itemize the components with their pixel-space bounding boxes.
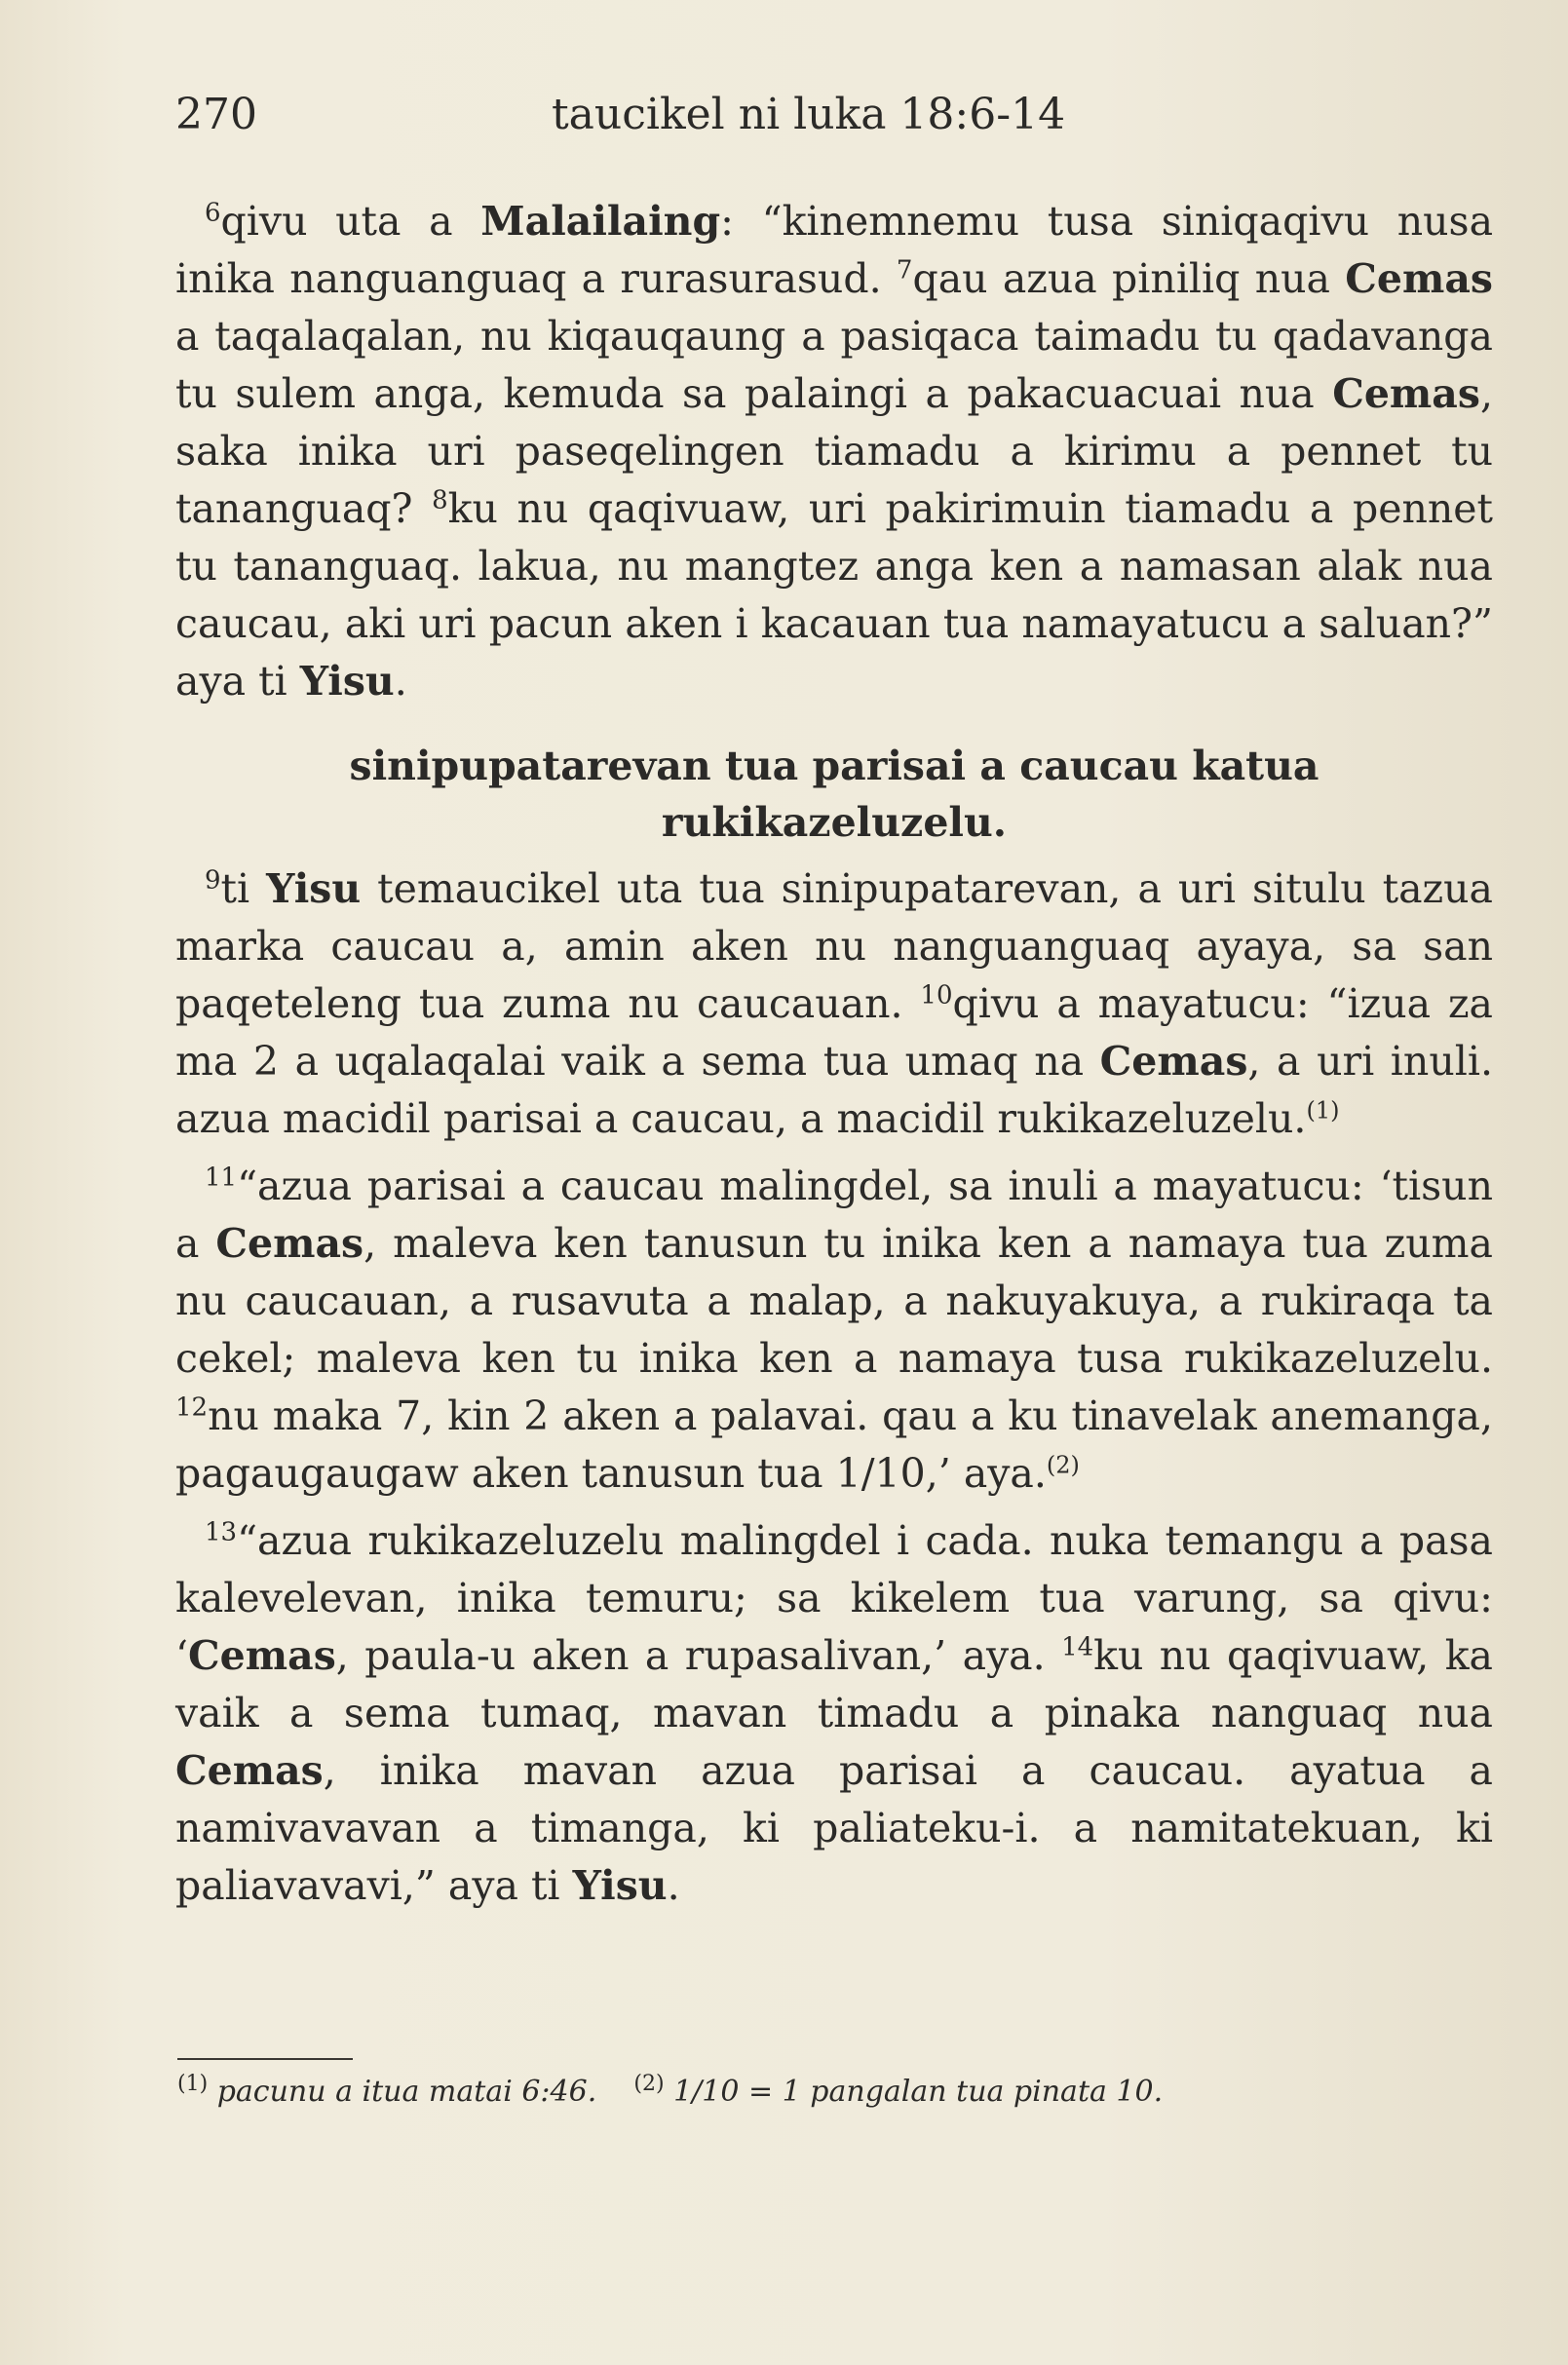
page-body bbox=[175, 193, 1493, 1925]
bold-term: Yisu bbox=[266, 865, 362, 912]
paragraph-verses-11-12 bbox=[175, 1158, 1493, 1503]
running-title: taucikel ni luka 18:6-14 bbox=[552, 90, 1066, 139]
bold-term: Yisu bbox=[572, 1862, 668, 1909]
verse-text: “azua parisai a caucau malingdel, sa inuli a mayatucu: ‘tisun a bbox=[175, 1163, 1493, 1267]
verse-number: 10 bbox=[920, 980, 953, 1011]
footnote-number: (2) bbox=[633, 2072, 665, 2096]
verse-number: 7 bbox=[896, 255, 913, 286]
section-heading: sinipupatarevan tua parisai a caucau katua rukikazeluzelu. bbox=[349, 743, 1319, 846]
verse-text: , inika mavan azua parisai a caucau. ayatua a namivavavan a timanga, ki paliateku-i. a namitatekuan, ki paliavavavi,” aya ti bbox=[175, 1747, 1493, 1909]
page-header bbox=[175, 86, 1481, 144]
verse-text: qivu uta a bbox=[220, 198, 481, 245]
verse-number: 14 bbox=[1061, 1632, 1094, 1662]
verse-text: . bbox=[667, 1862, 680, 1909]
bold-term: Cemas bbox=[1099, 1038, 1248, 1085]
bold-term: Yisu bbox=[299, 658, 395, 705]
paragraph-verses-6-8 bbox=[175, 193, 1493, 710]
footnote-text: 1/10 = 1 pangalan tua pinata 10. bbox=[664, 2075, 1164, 2109]
bold-term: Malailaing bbox=[480, 198, 721, 245]
paragraph-verses-9-10 bbox=[175, 860, 1493, 1148]
verse-text: , maleva ken tanusun tu inika ken a namaya tua zuma nu caucauan, a rusavuta a malap, a nakuyakuya, a rukiraqa ta cekel; maleva ken tu inika ken a namaya tusa rukikazeluzelu. bbox=[175, 1220, 1493, 1382]
bold-term: Cemas bbox=[188, 1632, 336, 1679]
bold-term: Cemas bbox=[215, 1220, 364, 1267]
verse-text: nu maka 7, kin 2 aken a palavai. qau a ku tinavelak anemanga, pagaugaugaw aken tanusun tua 1/10,’ aya. bbox=[175, 1392, 1493, 1497]
verse-text: , a uri inuli. azua macidil parisai a caucau, a macidil rukikazeluzelu. bbox=[175, 1038, 1493, 1142]
verse-number: 6 bbox=[205, 198, 221, 228]
paragraph-verses-13-14 bbox=[175, 1512, 1493, 1915]
verse-text: , paula-u aken a rupasalivan,’ aya. bbox=[335, 1632, 1062, 1679]
verse-number: 9 bbox=[205, 865, 221, 896]
verse-number: 13 bbox=[205, 1517, 238, 1547]
footnote-number: (1) bbox=[177, 2072, 209, 2096]
bold-term: Cemas bbox=[175, 1747, 324, 1794]
verse-text: : “kinemnemu tusa siniqaqivu nusa inika nanguanguaq a rurasurasud. bbox=[175, 198, 1494, 302]
verse-text: a taqalaqalan, nu kiqauqaung a pasiqaca taimadu tu qadavanga tu sulem anga, kemuda sa palaingi a pakacuacuai nua bbox=[175, 313, 1493, 417]
verse-text: ti bbox=[220, 865, 267, 912]
verse-text: . bbox=[394, 658, 407, 705]
footnotes bbox=[177, 2073, 1483, 2112]
verse-text: ku nu qaqivuaw, uri pakirimuin tiamadu a pennet tu tananguaq. lakua, nu mangtez anga ken a namasan alak nua caucau, aki uri pacun aken i kacauan tua namayatucu a saluan?” aya ti bbox=[175, 485, 1494, 705]
bold-term: Cemas bbox=[1332, 370, 1480, 417]
verse-text: ku nu qaqivuaw, ka vaik a sema tumaq, mavan timadu a pinaka nanguaq nua bbox=[175, 1632, 1493, 1736]
verse-text: “azua rukikazeluzelu malingdel i cada. nuka temangu a pasa kalevelevan, inika temuru; sa kikelem tua varung, sa qivu: ‘ bbox=[175, 1517, 1493, 1679]
page-number: 270 bbox=[175, 90, 257, 139]
verse-text: qau azua piniliq nua bbox=[912, 255, 1346, 302]
verse-number: 12 bbox=[175, 1392, 209, 1423]
verse-text: , saka inika uri paseqelingen tiamadu a kirimu a pennet tu tananguaq? bbox=[175, 370, 1493, 532]
verse-text: temaucikel uta tua sinipupatarevan, a uri situlu tazua marka caucau a, amin aken nu nanguanguaq ayaya, sa san paqeteleng tua zuma nu caucauan. bbox=[175, 865, 1493, 1027]
verse-number: 8 bbox=[432, 485, 448, 515]
bold-term: Cemas bbox=[1345, 255, 1493, 302]
footnote-divider bbox=[177, 2058, 353, 2060]
footnote-text: pacunu a itua matai 6:46. bbox=[208, 2075, 597, 2109]
footnote-ref[interactable]: (2) bbox=[1046, 1451, 1080, 1479]
footnote-ref[interactable]: (1) bbox=[1306, 1096, 1340, 1125]
verse-number: 11 bbox=[205, 1163, 238, 1193]
verse-text: qivu a mayatucu: “izua za ma 2 a uqalaqalai vaik a sema tua umaq na bbox=[175, 980, 1493, 1085]
